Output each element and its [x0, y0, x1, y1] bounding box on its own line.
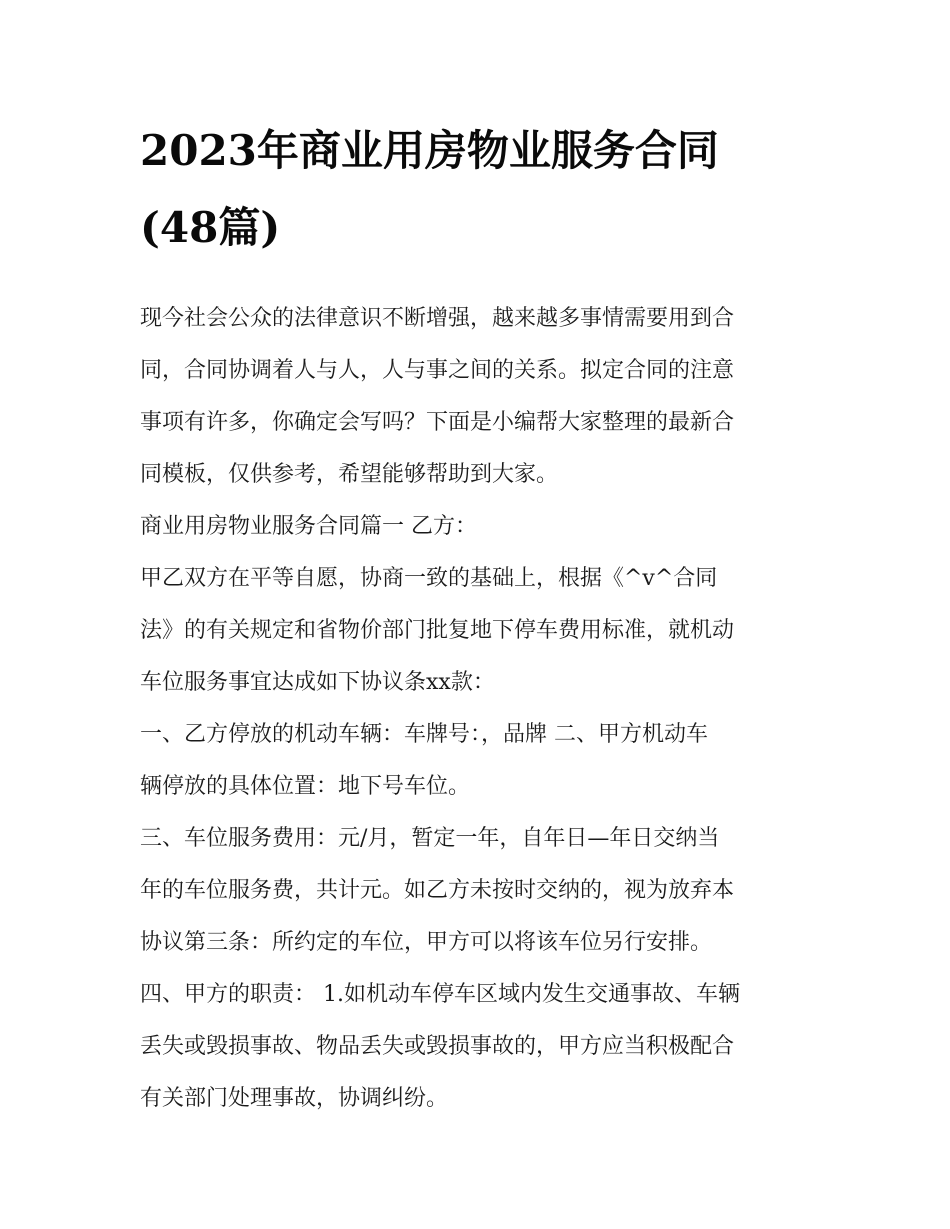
text-line: 丢失或毁损事故、物品丢失或毁损事故的，甲方应当积极配合	[140, 1034, 735, 1059]
paragraph-preamble	[140, 553, 820, 709]
title-line: 2023年商业用房物业服务合同	[140, 126, 719, 175]
document-title	[140, 112, 820, 266]
paragraph-clause-3	[140, 813, 820, 969]
paragraph-clause-4	[140, 969, 820, 1125]
title-line: (48篇)	[140, 203, 281, 252]
text-line: 甲乙双方在平等自愿，协商一致的基础上，根据《^v^合同	[140, 566, 718, 591]
text-line: 同，合同协调着人与人，人与事之间的关系。拟定合同的注意	[140, 358, 735, 383]
text-line: 同模板，仅供参考，希望能够帮助到大家。	[140, 462, 559, 487]
text-line: 事项有许多，你确定会写吗？下面是小编帮大家整理的最新合	[140, 410, 735, 435]
text-line: 商业用房物业服务合同篇一 乙方：	[140, 514, 477, 539]
paragraph-section-heading	[140, 501, 820, 553]
paragraph-clause-1	[140, 709, 820, 813]
document-body	[140, 293, 820, 1125]
paragraph-intro	[140, 293, 820, 501]
text-line: 年的车位服务费，共计元。如乙方未按时交纳的，视为放弃本	[140, 878, 735, 903]
text-line: 三、车位服务费用：元/月，暂定一年，自年日—年日交纳当	[140, 826, 720, 851]
text-line: 法》的有关规定和省物价部门批复地下停车费用标准，就机动	[140, 618, 735, 643]
text-line: 现今社会公众的法律意识不断增强，越来越多事情需要用到合	[140, 306, 735, 331]
text-line: 车位服务事宜达成如下协议条xx款：	[140, 670, 495, 695]
text-line: 有关部门处理事故，协调纠纷。	[140, 1086, 449, 1111]
document-page	[140, 112, 820, 1125]
text-line: 一、乙方停放的机动车辆：车牌号：，品牌 二、甲方机动车	[140, 722, 708, 747]
text-line: 协议第三条：所约定的车位，甲方可以将该车位另行安排。	[140, 930, 713, 955]
text-line: 四、甲方的职责： 1.如机动车停车区域内发生交通事故、车辆	[140, 982, 740, 1007]
text-line: 辆停放的具体位置：地下号车位。	[140, 774, 471, 799]
